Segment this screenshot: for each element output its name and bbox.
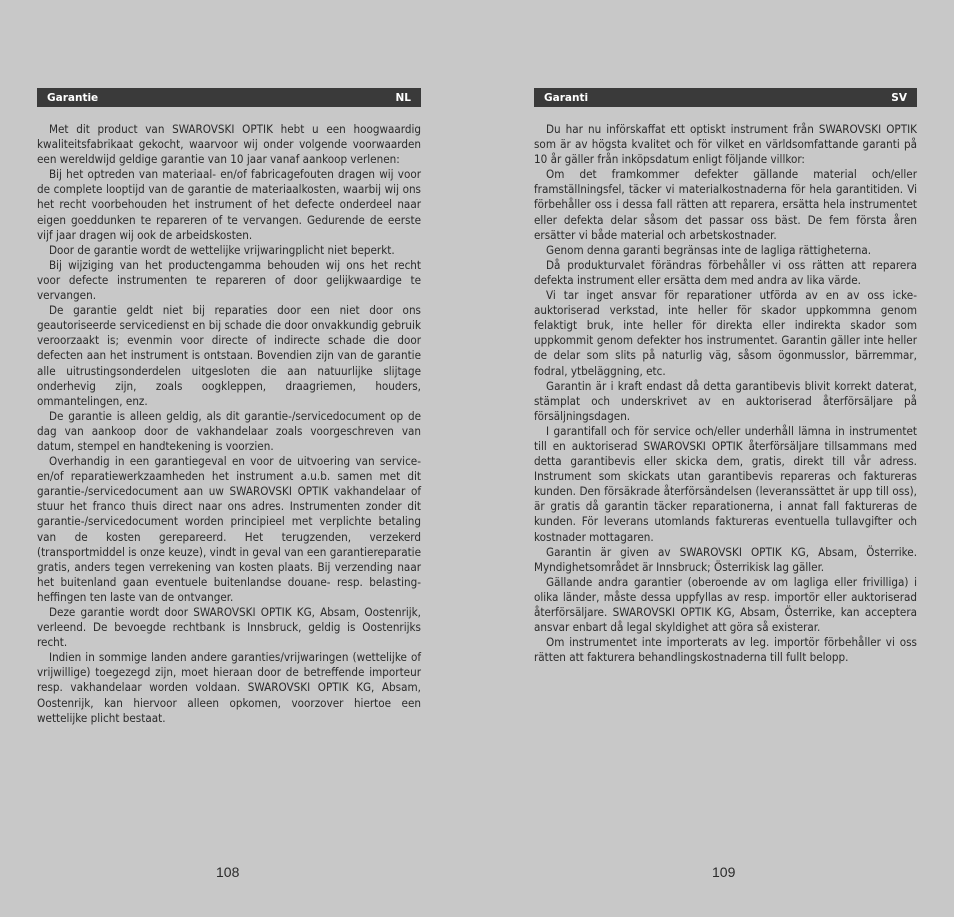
paragraph: Om det framkommer defekter gällande material och/eller framställningsfel, täcker vi materialkostnaderna för hela garantitiden. Vi förbehåller oss i dessa fall rätten att reparera, ersätta hela instrumentet eller defekta delar såsom det passar oss bäst. De fem första åren ersätter vi både material och arbetskostnader. (534, 167, 917, 242)
paragraph: Bij wijziging van het productengamma behouden wij ons het recht voor defecte instrumenten te repareren of door gelijkwaardige te vervangen. (37, 257, 421, 303)
paragraph: I garantifall och för service och/eller underhåll lämna in instrumentet till en auktoriserad SWAROVSKI OPTIK återförsäljare tillsammans med detta garantibevis eller skicka dem, gratis, direkt till vår adress. Instrument som skickats utan garantibevis repareras och faktureras kunden. Den försäkrade återförsändelsen (leveranssättet är upp till oss), är gratis då garantin täcker reparationerna, i annat fall faktureras de kunden. För leverans utomlands faktureras eventuella tullavgifter och kostnader mottagaren. (534, 423, 917, 544)
page-right (477, 0, 954, 917)
warranty-text-nl (37, 122, 421, 726)
paragraph: Du har nu införskaffat ett optiskt instrument från SWAROVSKI OPTIK som är av högsta kvalitet och för vilket en världsomfattande garanti på 10 år gäller från inköpsdatum enligt följande villkor: (534, 122, 917, 167)
paragraph: De garantie is alleen geldig, als dit garantie-/servicedocument op de dag van aankoop door de vakhandelaar zoals voorgeschreven van datum, stempel en handtekening is voorzien. (37, 408, 421, 453)
paragraph: Om instrumentet inte importerats av leg. importör förbehåller vi oss rätten att fakturera behandlingskostnaderna till fullt belopp. (534, 635, 917, 665)
section-header-sv (534, 88, 917, 107)
paragraph: Deze garantie wordt door SWAROVSKI OPTIK KG, Absam, Oostenrijk, verleend. De bevoegde rechtbank is Innsbruck, geldig is Oostenrijks recht. (37, 605, 421, 650)
section-title: Garantie (47, 91, 99, 104)
paragraph: De garantie geldt niet bij reparaties door een niet door ons geautoriseerde servicedienst en bij schade die door onvakkundig gebruik veroorzaakt is; evenmin voor directe of indirecte schade die door defecten aan het instrument is ontstaan. Bovendien zijn van de garantie alle uitrustingsonderdelen uitgesloten die aan natuurlijke slijtage onderhevig zijn, zoals oogkleppen, draagriemen, houders, ommantelingen, enz. (37, 303, 421, 408)
language-code: NL (395, 91, 411, 104)
paragraph: Gällande andra garantier (oberoende av om lagliga eller frivilliga) i olika länder, måste dessa uppfyllas av resp. importör eller auktoriserad återförsäljare. SWAROVSKI OPTIK KG, Absam, Österrike, kan acceptera ansvar enbart då legal skyldighet att göra så existerar. (534, 574, 917, 635)
paragraph: Door de garantie wordt de wettelijke vrijwaringplicht niet beperkt. (49, 242, 395, 257)
warranty-text-sv (534, 122, 917, 665)
paragraph: Bij het optreden van materiaal- en/of fabricagefouten dragen wij voor de complete looptijd van de garantie de materiaalkosten, waarbij wij ons het recht voorbehouden het instrument of het defecte onderdeel naar eigen goeddunken te repareren of te vervangen. Gedurende de eerste vijf jaar dragen wij ook de arbeidskosten. (37, 167, 421, 242)
paragraph: Met dit product van SWAROVSKI OPTIK hebt u een hoogwaardig kwaliteitsfabrikaat gekocht, waarvoor wij onder volgende voorwaarden een wereldwijd geldige garantie van 10 jaar vanaf aankoop verlenen: (37, 122, 421, 167)
paragraph: Genom denna garanti begränsas inte de lagliga rättigheterna. (546, 242, 872, 257)
paragraph: Overhandig in een garantiegeval en voor de uitvoering van service- en/of reparatiewerkzaamheden het instrument a.u.b. samen met dit garantie-/servicedocument aan uw SWAROVSKI OPTIK vakhandelaar of stuur het franco thuis direct naar ons adres. Instrumenten zonder dit garantie-/servicedocument worden principieel met verplichte betaling van de kosten gerepareerd. Het terugzenden, verzekerd (transportmiddel is onze keuze), vindt in geval van een garantiereparatie gratis, anders tegen verrekening van kosten plaats. Bij verzending naar het buitenland gaan eventuele buitenlandse douane- resp. belastingheffingen ten laste van de ontvanger. (37, 454, 421, 604)
page-number: 108 (216, 864, 240, 880)
paragraph: Vi tar inget ansvar för reparationer utförda av en av oss icke-auktoriserad verkstad, inte heller för skador uppkommna genom felaktigt bruk, inte heller för direkta eller indirekta skador som uppkommit genom defekter hos instrumentet. Garantin gäller inte heller de delar som slits på naturlig väg, såsom ögonmusslor, bärremmar, fodral, ytbeläggning, etc. (534, 288, 917, 378)
paragraph: Indien in sommige landen andere garanties/vrijwaringen (wettelijke of vrijwillige) toegezegd zijn, moet hieraan door de betreffende importeur resp. vakhandelaar worden voldaan. SWAROVSKI OPTIK KG, Absam, Oostenrijk, kan hiervoor alleen opkomen, voorzover hiertoe een wettelijke plicht bestaat. (37, 650, 421, 725)
section-title: Garanti (544, 91, 589, 104)
section-header-nl (37, 88, 421, 107)
paragraph: Garantin är given av SWAROVSKI OPTIK KG, Absam, Österrike. Myndighetsområdet är Innsbruck; Österrikisk lag gäller. (534, 544, 917, 574)
language-code: SV (891, 91, 907, 104)
page-number: 109 (712, 864, 736, 880)
paragraph: Då produkturvalet förändras förbehåller vi oss rätten att reparera defekta instrument eller ersätta dem med andra av lika värde. (534, 257, 917, 287)
paragraph: Garantin är i kraft endast då detta garantibevis blivit korrekt daterat, stämplat och underskrivet av en auktoriserad återförsäljare på försäljningsdagen. (534, 378, 917, 423)
